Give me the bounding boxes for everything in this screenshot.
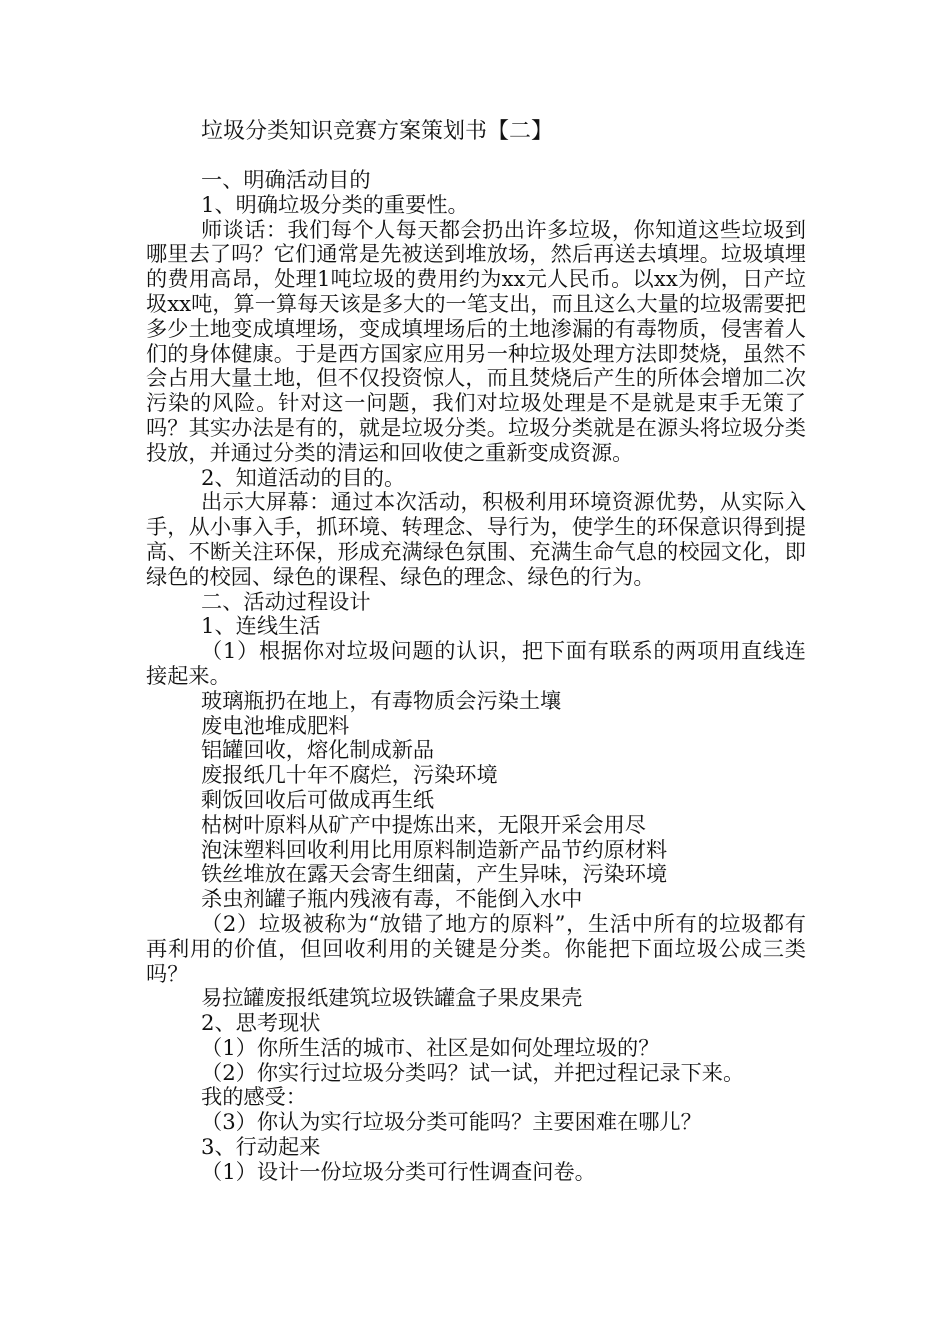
document-title: 垃圾分类知识竞赛方案策划书【二】 xyxy=(201,119,554,144)
paragraph: （2）垃圾被称为“放错了地方的原料”，生活中所有的垃圾都有再利用的价值，但回收利用的关键是分类。你能把下面垃圾公成三类吗？ xyxy=(146,910,806,986)
paragraph: 我的感受： xyxy=(201,1084,307,1110)
document-body xyxy=(146,168,806,1185)
paragraph: （1）设计一份垃圾分类可行性调查问卷。 xyxy=(201,1158,596,1184)
paragraph: 2、知道活动的目的。 xyxy=(201,464,406,490)
paragraph: 铁丝堆放在露天会寄生细菌，产生异味，污染环境 xyxy=(201,861,668,887)
paragraph: 一、明确活动目的 xyxy=(201,167,371,192)
paragraph: （1）你所生活的城市、社区是如何处理垃圾的？ xyxy=(201,1034,660,1060)
paragraph: （2）你实行过垃圾分类吗？试一试，并把过程记录下来。 xyxy=(201,1059,745,1085)
paragraph: 师谈话：我们每个人每天都会扔出许多垃圾，你知道这些垃圾到哪里去了吗？它们通常是先被送到堆放场，然后再送去填埋。垃圾填埋的费用高昂，处理1吨垃圾的费用约为xx元人民币。以xx为例，日产垃圾xx吨，算一算每天该是多大的一笔支出，而且这么大量的垃圾需要把多少土地变成填埋场，变成填埋场后的土地渗漏的有毒物质，侵害着人们的身体健康。于是西方国家应用另一种垃圾处理方法即焚烧，虽然不会占用大量土地，但不仅投资惊人，而且焚烧后产生的所体会增加二次污染的风险。针对这一问题，我们对垃圾处理是不是就是束手无策了吗？其实办法是有的，就是垃圾分类。垃圾分类就是在源头将垃圾分类投放，并通过分类的清运和回收使之重新变成资源。 xyxy=(146,216,806,465)
paragraph: 铝罐回收，熔化制成新品 xyxy=(201,737,435,763)
paragraph: 剩饭回收后可做成再生纸 xyxy=(201,786,435,812)
paragraph: 玻璃瓶扔在地上，有毒物质会污染土壤 xyxy=(201,687,562,713)
document-page xyxy=(146,118,806,1185)
paragraph: 废报纸几十年不腐烂，污染环境 xyxy=(201,762,498,788)
paragraph: 易拉罐废报纸建筑垃圾铁罐盒子果皮果壳 xyxy=(201,985,583,1011)
paragraph: （1）根据你对垃圾问题的认识，把下面有联系的两项用直线连接起来。 xyxy=(146,638,806,688)
paragraph: 杀虫剂罐子瓶内残液有毒，不能倒入水中 xyxy=(201,886,583,912)
paragraph: 枯树叶原料从矿产中提炼出来，无限开采会用尽 xyxy=(201,811,646,837)
paragraph: 2、思考现状 xyxy=(201,1010,321,1036)
paragraph: 二、活动过程设计 xyxy=(201,588,371,614)
paragraph: 3、行动起来 xyxy=(201,1134,321,1160)
paragraph: 废电池堆成肥料 xyxy=(201,712,350,738)
paragraph: 泡沫塑料回收利用比用原料制造新产品节约原材料 xyxy=(201,836,668,862)
paragraph: 1、连线生活 xyxy=(201,613,321,639)
paragraph: 出示大屏幕：通过本次活动，积极利用环境资源优势，从实际入手，从小事入手，抓环境、转理念、导行为，使学生的环保意识得到提高、不断关注环保，形成充满绿色氛围、充满生命气息的校园文化，即绿色的校园、绿色的课程、绿色的理念、绿色的行为。 xyxy=(146,489,806,589)
paragraph: 1、明确垃圾分类的重要性。 xyxy=(201,191,469,217)
paragraph: （3）你认为实行垃圾分类可能吗？主要困难在哪儿？ xyxy=(201,1109,702,1135)
